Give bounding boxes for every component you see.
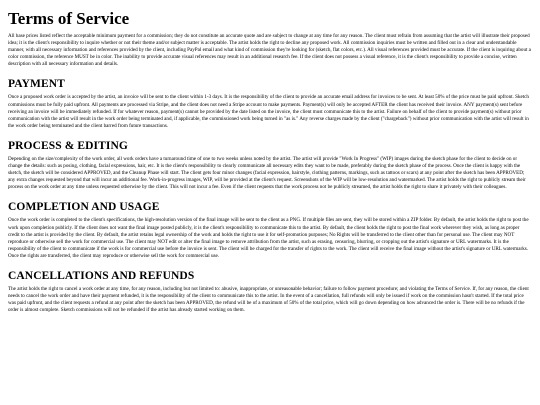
intro-paragraph: All base prices listed reflect the acceptable minimum payment for a commission; they do not constitute an accurate quote and are subject to change at any time for any reason. The client must refrain from assuming that the artist will illustrate their proposed idea; it is the client's responsibility to inquire whether or not their theme and/or subject matter is acceptable. The artist holds the right to decline any proposed work. All commission inquiries must be written and filled out in a clear and understandable manner, with all necessary information and references provided by the client, including PayPal email and what kind of commission they're looking for (sketch, flat colors, etc.). All visual references provided must be accurate. If the client is inquiring about a color commission, the reference MUST be in color. The inability to provide accurate visual references may result in an additional research fee. If the client does not possess a visual reference, it is the client's responsibility to provide a concise, written description with all necessary information and details. <box>8 33 531 68</box>
section-body-completion-usage: Once the work order is completed to the client's specifications, the high-resolution version of the final image will be sent to the client as a PNG. If multiple files are sent, they will be stored within a ZIP folder. By default, the artist holds the right to post the work upon completion publicly. If the client does not want the final image posted publicly, it is the client's responsibility to communicate this to the artist. By default, the client holds the right to post the final work wherever they wish, as long as proper credit to the artist is provided by the client. By default, the artist retains legal ownership of the work and holds the right to use it for self-promotion purposes; No Rights will be transferred to the client other than for personal use. The client may NOT reproduce or otherwise sell the work for commercial use. The client may NOT edit or alter the final image to remove attribution from the artist, such as erasing, censoring, blurring, or cropping out the artist's signature or URL watermarks. It is the responsibility of the client to communicate if the work is for commercial use before the invoice is sent. The client will be charged for the transfer of rights to the work. The client will receive the final image without the artist's signature or URL watermarks. Once the rights are transferred, the client may reproduce or otherwise sell the work for commercial use. <box>8 217 529 259</box>
section-body-cancellations-refunds: The artist holds the right to cancel a work order at any time, for any reason, including but not limited to: abusive, inappropriate, or unreasonable behavior; failure to follow payment procedure; and violating the Terms of Service. If, for any reason, the client needs to cancel the work order and have their payment refunded, it is the responsibility of the client to communicate this to the artist. In the event of a cancellation, full refunds will only be issued if work on the commission hasn't started. If the total price was paid upfront, and the client requests a refund at any point after the sketch has been APPROVED, the refund will be of a maximum of 50% of the total price, which will go down depending on how advanced the order is. There will be no refunds if the order is almost complete. Sketch commissions will not be refunded if the artist has already started working on them. <box>8 285 529 314</box>
section-heading-completion-usage: COMPLETION AND USAGE <box>8 201 160 214</box>
section-body-process-editing: Depending on the size/complexity of the work order, all work orders have a turnaround time of one to two weeks unless noted by the artist. The artist will provide "Work In Progress" (WIP) images during the sketch phase for the client to decide on or change the details: such as posing, clothing, facial expressions, hair, etc. It is the client's responsibility to clearly communicate all necessary edits they want to be made, preferably during the sketch phase of the process. Once the client is happy with the sketch, the sketch will be considered APPROVED, and the Cleanup Phase will start. The client gets four minor changes (facial expression, hairstyle, clothing patterns, markings, such as tattoos or scars) at any point after the sketch has been APPROVED; any extra changes requested beyond that will incur an additional fee. Work-in-progress images, WIP, will be provided at the client's request. Screenshots of the WIP will be low-resolution and watermarked. The artist holds the right to publicly stream their process on the work order at any time unless requested otherwise by the client. This will not incur a fee. Even if the client requests that the work process not be publicly streamed, the artist holds the right to share it privately with their colleagues. <box>8 155 526 191</box>
page-title: Terms of Service <box>8 9 130 28</box>
section-heading-payment: PAYMENT <box>8 78 65 91</box>
section-heading-process-editing: PROCESS & EDITING <box>8 139 128 152</box>
section-heading-cancellations-refunds: CANCELLATIONS AND REFUNDS <box>8 269 195 282</box>
section-body-payment: Once a proposed work order is accepted by the artist, an invoice will be sent to the client within 1-3 days. It is the responsibility of the client to provide an accurate email address for invoices to be sent. At least 50% of the price must be paid upfront. Sketch commissions must be fully paid upfront. All payments are processed via Stripe, and the client does not need a Stripe account to make payments. Payment(s) will only be accepted AFTER the client has received their invoice. ANY payment(s) sent before receiving an invoice will be immediately refunded. If for whatever reason, payment(s) cannot be provided by the date listed on the invoice, the client must communicate this to the artist. Failure on behalf of the client to provide payment(s) without prior communication with the artist will result in the work order being terminated and, if applicable, the commissioned work being turned in "as is." Any reverse charges made by the client ("chargeback") without prior communication with the artist will result in the work order being terminated and the client barred from future transactions. <box>8 94 529 129</box>
